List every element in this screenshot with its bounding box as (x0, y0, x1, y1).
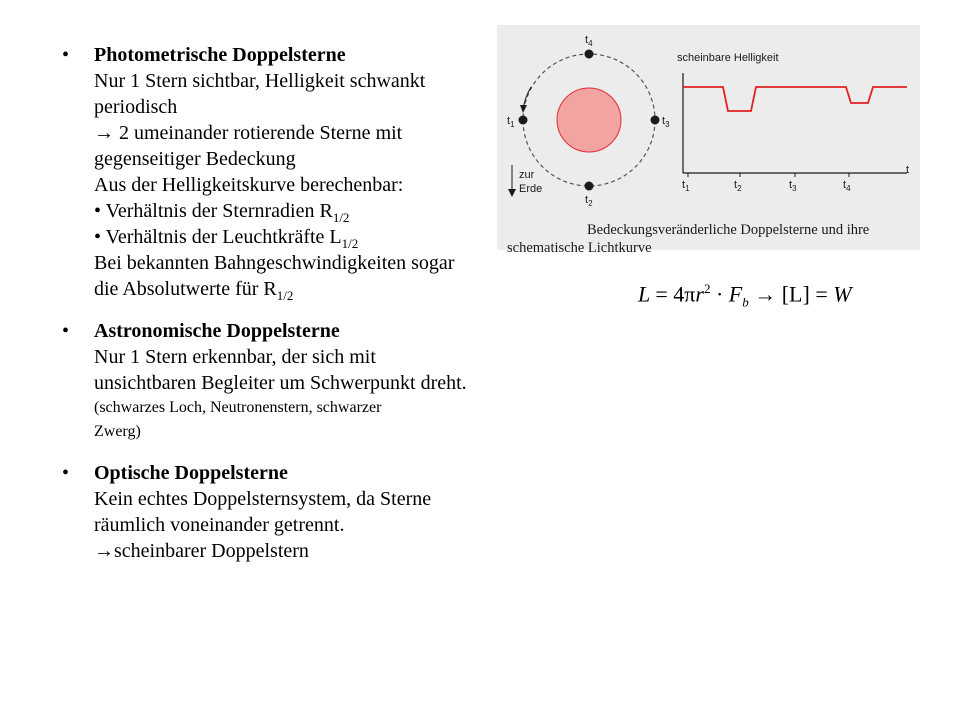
companion-t2 (585, 182, 594, 191)
tick-label-t4: $t_4$ (843, 179, 851, 193)
formula-arrow: → (754, 281, 777, 307)
direction-label-erde: Erde (519, 183, 543, 195)
bullet-title: Photometrische Doppelsterne (94, 44, 346, 66)
bullet-list (62, 42, 542, 580)
bullet-title: Optische Doppelsterne (94, 462, 288, 484)
companion-t4 (585, 50, 594, 59)
luminosity-ratio-line: • Verhältnis der Leuchtkräfte $L_{1/2}$ (94, 226, 359, 251)
bullet-marker: • (62, 44, 70, 66)
bullet-line: Nur 1 Stern erkennbar, der sich mit (94, 346, 376, 368)
bullet-line: →scheinbarer Doppelstern (94, 540, 309, 562)
direction-label-zur: zur (519, 169, 535, 181)
bullet-line: räumlich voneinander getrennt. (94, 514, 345, 536)
formula-unit-L: [L] (781, 281, 810, 307)
bullet-line: Kein echtes Doppelsternsystem, da Sterne (94, 488, 432, 510)
bullet-line: Nur 1 Stern sichtbar, Helligkeit schwankt (94, 70, 426, 92)
earth-direction-arrowhead-icon (508, 189, 516, 197)
bullet-line: periodisch (94, 96, 178, 118)
chart-title: scheinbare Helligkeit (677, 52, 779, 64)
bullet-marker: • (62, 462, 70, 484)
bullet-line: gegenseitiger Bedeckung (94, 148, 296, 170)
label-t4: $t_4$ (585, 34, 593, 48)
figure-svg (497, 25, 920, 250)
companion-t1 (519, 116, 528, 125)
bullet-line: unsichtbaren Begleiter um Schwerpunkt dreht. (94, 372, 467, 394)
label-t2: $t_2$ (585, 194, 593, 208)
label-t3: $t_3$ (662, 115, 670, 129)
tick-label-t1: $t_1$ (682, 179, 690, 193)
formula-F-subscript: b (742, 294, 749, 310)
bullet-title: Astronomische Doppelsterne (94, 320, 340, 342)
bullet-optical (62, 460, 542, 564)
formula-r-exponent: 2 (703, 281, 711, 296)
rotation-arrowhead-icon (520, 105, 527, 113)
bullet-astronomic (62, 318, 542, 444)
light-curve (683, 87, 907, 111)
formula-r: r (695, 281, 704, 307)
bullet-marker: • (62, 320, 70, 342)
formula-W: W (833, 281, 852, 307)
primary-star (557, 88, 621, 152)
bullet-note: (schwarzes Loch, Neutronenstern, schwarzer (94, 399, 382, 416)
figure-caption (507, 221, 917, 257)
x-axis-label: t (906, 164, 910, 176)
formula-F: F (728, 281, 743, 307)
label-t1: $t_1$ (507, 115, 515, 129)
formula-dot: · (715, 281, 724, 307)
bullet-line: Bei bekannten Bahngeschwindigkeiten sogar (94, 252, 455, 274)
formula-L: L (638, 281, 650, 307)
formula-equals-2: = (815, 281, 828, 307)
bullet-photometric (62, 42, 542, 302)
bullet-line: → 2 umeinander rotierende Sterne mit (94, 122, 403, 144)
tick-label-t3: $t_3$ (789, 179, 797, 193)
caption-line-1: Bedeckungsveränderliche Doppelsterne und ihre (587, 222, 870, 238)
tick-label-t2: $t_2$ (734, 179, 742, 193)
formula-four-pi: 4π (673, 281, 696, 307)
companion-t3 (651, 116, 660, 125)
bullet-note: Zwerg) (94, 423, 141, 440)
luminosity-formula (638, 281, 852, 311)
formula-equals: = (655, 281, 668, 307)
absolute-values-line: die Absolutwerte für $R_{1/2}$ (94, 278, 294, 303)
bullet-line: Aus der Helligkeitskurve berechenbar: (94, 174, 404, 196)
eclipsing-binary-figure (497, 25, 920, 256)
radius-ratio-line: • Verhältnis der Sternradien $R_{1/2}$ (94, 200, 350, 225)
caption-line-2: schematische Lichtkurve (507, 240, 652, 256)
